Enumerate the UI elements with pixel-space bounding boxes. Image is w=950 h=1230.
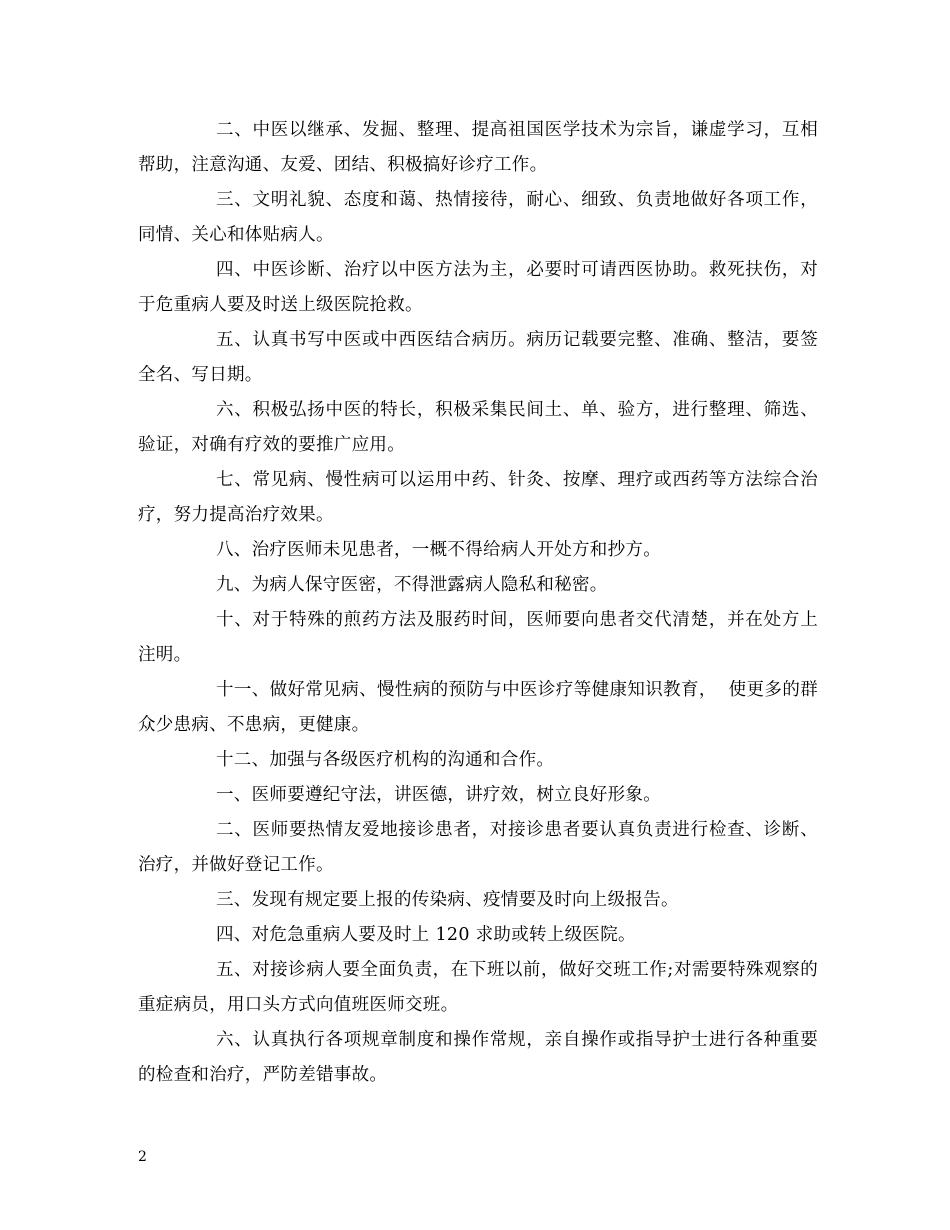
paragraph: 三、文明礼貌、态度和蔼、热情接待，耐心、细致、负责地做好各项工作，同情、关心和体贴病人。 (138, 190, 818, 245)
paragraph: 一、医师要遵纪守法，讲医德，讲疗效，树立良好形象。 (216, 785, 661, 805)
paragraph: 十一、做好常见病、慢性病的预防与中医诊疗等健康知识教育， 使更多的群众少患病、不患病，更健康。 (138, 680, 818, 735)
paragraph: 八、治疗医师未见患者，一概不得给病人开处方和抄方。 (216, 540, 661, 560)
paragraph: 三、发现有规定要上报的传染病、疫情要及时向上级报告。 (216, 890, 679, 910)
paragraph: 四、对危急重病人要及时上 120 求助或转上级医院。 (216, 925, 636, 945)
paragraph: 七、常见病、慢性病可以运用中药、针灸、按摩、理疗或西药等方法综合治疗，努力提高治疗效果。 (138, 470, 818, 525)
paragraph: 二、医师要热情友爱地接诊患者，对接诊患者要认真负责进行检查、诊断、治疗，并做好登记工作。 (138, 820, 818, 875)
paragraph: 五、对接诊病人要全面负责，在下班以前，做好交班工作;对需要特殊观察的重症病员，用口头方式向值班医师交班。 (138, 960, 818, 1015)
paragraph: 十、对于特殊的煎药方法及服药时间，医师要向患者交代清楚，并在处方上注明。 (138, 610, 818, 665)
page-number: 2 (138, 1149, 147, 1165)
paragraph: 九、为病人保守医密，不得泄露病人隐私和秘密。 (216, 575, 608, 595)
paragraph: 四、中医诊断、治疗以中医方法为主，必要时可请西医协助。救死扶伤，对于危重病人要及时送上级医院抢救。 (138, 260, 818, 315)
paragraph: 十二、加强与各级医疗机构的沟通和合作。 (216, 750, 555, 770)
document-body (138, 113, 818, 1093)
paragraph: 五、认真书写中医或中西医结合病历。病历记载要完整、准确、整洁，要签全名、写日期。 (138, 330, 818, 385)
paragraph: 六、认真执行各项规章制度和操作常规，亲自操作或指导护士进行各种重要的检查和治疗，严防差错事故。 (138, 1030, 818, 1085)
paragraph: 二、中医以继承、发掘、整理、提高祖国医学技术为宗旨，谦虚学习，互相帮助，注意沟通、友爱、团结、积极搞好诊疗工作。 (138, 120, 818, 175)
paragraph: 六、积极弘扬中医的特长，积极采集民间土、单、验方，进行整理、筛选、验证，对确有疗效的要推广应用。 (138, 400, 818, 455)
